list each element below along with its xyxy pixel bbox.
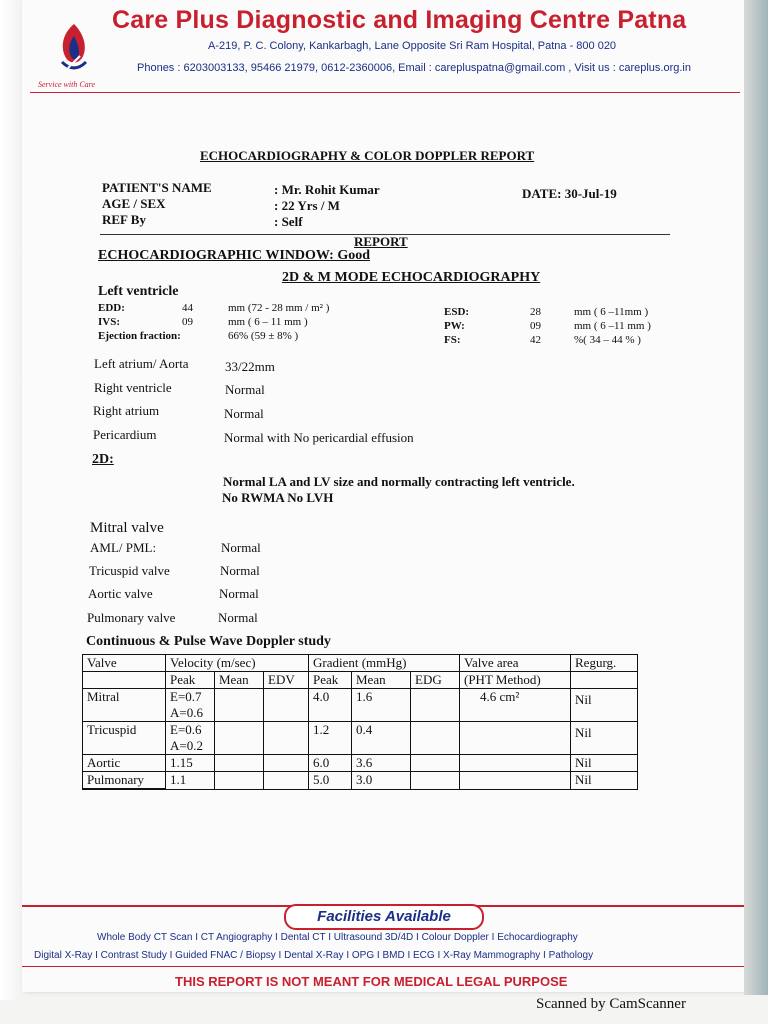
esd-value: 28 — [530, 306, 541, 318]
patient-name-value: : Mr. Rohit Kumar — [274, 182, 380, 197]
e-wave: E=0.7 — [170, 689, 202, 704]
patient-name-label: PATIENT'S NAME — [102, 180, 212, 195]
header-cell: Regurg. — [571, 655, 638, 672]
fs-range: %( 34 – 44 % ) — [574, 334, 641, 346]
valve-area-cell — [460, 722, 571, 755]
chamber-label: Pericardium — [93, 427, 157, 442]
valve-label: AML/ PML: — [90, 540, 157, 555]
edg-cell — [411, 689, 460, 722]
valve-label: Aortic valve — [88, 586, 153, 601]
age-sex-label: AGE / SEX — [102, 196, 166, 211]
peak-cell: 1.1 — [166, 772, 215, 790]
report-heading: REPORT — [354, 234, 408, 249]
header-cell: Peak — [309, 672, 352, 689]
twod-line-1: Normal LA and LV size and normally contracting left ventricle. — [223, 474, 575, 489]
services-line-2: Digital X-Ray I Contrast Study I Guided FNAC / Biopsy I Dental X-Ray I OPG I BMD I ECG I X-Ray Mammography I Pathology — [34, 950, 594, 961]
peak-cell — [166, 689, 215, 722]
echo-window: ECHOCARDIOGRAPHIC WINDOW: Good — [98, 248, 370, 263]
mean-cell — [215, 755, 264, 772]
header-cell: EDV — [264, 672, 309, 689]
regurg-cell: Nil — [571, 755, 638, 772]
header-cell: Peak — [166, 672, 215, 689]
esd-range: mm ( 6 –11mm ) — [574, 306, 649, 318]
ef-range: 66% (59 ± 8% ) — [228, 330, 299, 342]
chamber-label: Left atrium/ Aorta — [94, 356, 189, 371]
facilities-badge: Facilities Available — [284, 904, 484, 930]
edv-cell — [264, 689, 309, 722]
peak-cell — [166, 722, 215, 755]
header-divider — [30, 92, 740, 93]
valve-value: Normal — [221, 540, 261, 555]
ref-value: : Self — [274, 214, 303, 229]
lv-heading: Left ventricle — [98, 284, 179, 299]
doppler-heading: Continuous & Pulse Wave Doppler study — [86, 634, 331, 649]
valve-label: Tricuspid valve — [89, 563, 170, 578]
valve-area-cell — [460, 755, 571, 772]
clinic-contact: Phones : 6203003133, 95466 21979, 0612-2360006, Email : carepluspatna@gmail.com , Visit us : careplus.org.in — [137, 62, 691, 74]
twod-heading: 2D: — [92, 452, 114, 467]
valve-cell: Pulmonary — [83, 772, 166, 790]
valve-area-cell: 4.6 cm² — [460, 689, 571, 722]
chamber-value: 33/22mm — [225, 359, 275, 374]
edg-cell — [411, 722, 460, 755]
edv-cell — [264, 722, 309, 755]
gradient-peak-cell: 1.2 — [309, 722, 352, 755]
chamber-label: Right atrium — [93, 403, 160, 418]
valve-value: Normal — [220, 563, 260, 578]
clinic-address: A-219, P. C. Colony, Kankarbagh, Lane Opposite Sri Ram Hospital, Patna - 800 020 — [208, 40, 617, 52]
gradient-mean-cell: 1.6 — [352, 689, 411, 722]
header-cell: Gradient (mmHg) — [309, 655, 460, 672]
edd-range: mm (72 - 28 mm / m² ) — [228, 302, 330, 314]
edg-cell — [411, 772, 460, 790]
edd-label: EDD: — [98, 302, 125, 314]
header-cell — [83, 672, 166, 689]
mitral-heading: Mitral valve — [90, 520, 164, 536]
chamber-value: Normal — [225, 382, 265, 397]
ef-label: Ejection fraction: — [98, 330, 181, 342]
header-cell: Mean — [215, 672, 264, 689]
valve-cell: Mitral — [83, 689, 166, 722]
mode-heading: 2D & M MODE ECHOCARDIOGRAPHY — [282, 270, 541, 285]
valve-value: Normal — [219, 586, 259, 601]
pw-value: 09 — [530, 320, 541, 332]
table-subheader-row — [83, 672, 638, 689]
header-cell: EDG — [411, 672, 460, 689]
table-row — [83, 755, 638, 772]
twod-line-2: No RWMA No LVH — [222, 490, 334, 505]
care-plus-logo-icon — [52, 22, 96, 78]
a-wave: A=0.6 — [170, 705, 203, 720]
edg-cell — [411, 755, 460, 772]
valve-label: Pulmonary valve — [87, 610, 176, 625]
gradient-peak-cell: 5.0 — [309, 772, 352, 790]
gradient-peak-cell: 6.0 — [309, 755, 352, 772]
header-cell: Mean — [352, 672, 411, 689]
clinic-name: Care Plus Diagnostic and Imaging Centre Patna — [112, 6, 687, 34]
report-title: ECHOCARDIOGRAPHY & COLOR DOPPLER REPORT — [200, 148, 535, 163]
pw-label: PW: — [444, 320, 465, 332]
table-row — [83, 722, 638, 755]
page-edge-left — [0, 0, 22, 1000]
doppler-table — [82, 654, 638, 790]
valve-value: Normal — [218, 610, 258, 625]
a-wave: A=0.2 — [170, 738, 203, 753]
edd-value: 44 — [182, 302, 193, 314]
gradient-mean-cell: 0.4 — [352, 722, 411, 755]
gradient-peak-cell: 4.0 — [309, 689, 352, 722]
header-cell: Valve area — [460, 655, 571, 672]
gradient-mean-cell: 3.0 — [352, 772, 411, 790]
mean-cell — [215, 722, 264, 755]
pw-range: mm ( 6 –11 mm ) — [574, 320, 651, 332]
page-edge-right — [744, 0, 768, 995]
footer-divider-2 — [22, 966, 744, 967]
report-date: DATE: 30-Jul-19 — [522, 186, 617, 201]
gradient-mean-cell: 3.6 — [352, 755, 411, 772]
table-header-row — [83, 655, 638, 672]
mean-cell — [215, 772, 264, 790]
header-cell: Valve — [83, 655, 166, 672]
table-row — [83, 689, 638, 722]
valve-cell: Aortic — [83, 755, 166, 772]
peak-cell: 1.15 — [166, 755, 215, 772]
chamber-value: Normal — [224, 406, 264, 421]
services-line-1: Whole Body CT Scan I CT Angiography I Dental CT I Ultrasound 3D/4D I Colour Doppler I Echocardiography — [97, 932, 578, 943]
fs-value: 42 — [530, 334, 541, 346]
chamber-value: Normal with No pericardial effusion — [224, 430, 414, 445]
fs-label: FS: — [444, 334, 461, 346]
edv-cell — [264, 772, 309, 790]
legal-disclaimer: THIS REPORT IS NOT MEANT FOR MEDICAL LEGAL PURPOSE — [175, 974, 568, 989]
table-row — [83, 772, 638, 790]
valve-area-cell — [460, 772, 571, 790]
ivs-range: mm ( 6 – 11 mm ) — [228, 316, 308, 328]
ivs-value: 09 — [182, 316, 193, 328]
regurg-cell: Nil — [571, 772, 638, 790]
regurg-cell: Nil — [571, 722, 638, 755]
edv-cell — [264, 755, 309, 772]
header-cell: (PHT Method) — [460, 672, 571, 689]
regurg-cell: Nil — [571, 689, 638, 722]
ref-label: REF By — [102, 212, 146, 227]
valve-cell: Tricuspid — [83, 722, 166, 755]
scanner-watermark: Scanned by CamScanner — [536, 996, 686, 1012]
clinic-tagline: Service with Care — [38, 80, 96, 89]
age-sex-value: : 22 Yrs / M — [274, 198, 340, 213]
ivs-label: IVS: — [98, 316, 121, 328]
header-cell — [571, 672, 638, 689]
esd-label: ESD: — [444, 306, 470, 318]
mean-cell — [215, 689, 264, 722]
chamber-label: Right ventricle — [94, 380, 172, 395]
e-wave: E=0.6 — [170, 722, 202, 737]
header-cell: Velocity (m/sec) — [166, 655, 309, 672]
